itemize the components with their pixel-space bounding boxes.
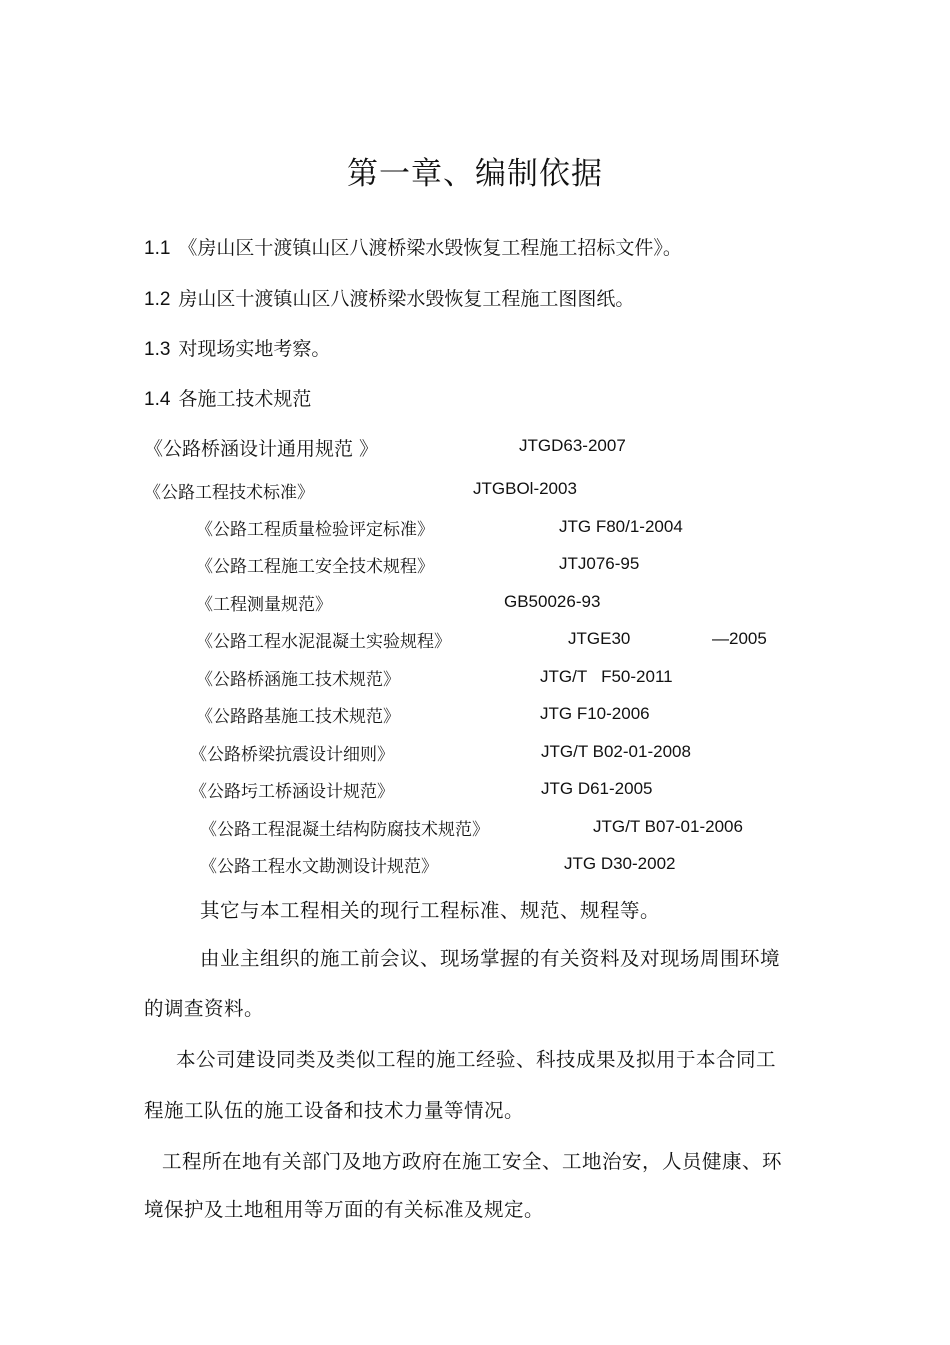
standard-code: JTJ076-95 [559, 554, 640, 573]
paragraph-line: 的调查资料。 [144, 997, 265, 1020]
standard-name: 《公路桥梁抗震设计细则》 [190, 745, 394, 765]
standard-name: 《公路工程施工安全技术规程》 [196, 557, 434, 577]
standard-code: JTGE30 [568, 629, 631, 648]
standard-name: 《公路工程混凝土结构防腐技术规范》 [200, 820, 489, 840]
standard-code: JTG/T B02-01-2008 [541, 742, 691, 761]
basis-item-1 [144, 233, 682, 260]
item-text: 对现场实地考察。 [178, 338, 331, 360]
standard-name: 《公路工程技术标准》 [144, 483, 314, 503]
standard-name: 《公路工程水泥混凝土实验规程》 [196, 632, 451, 652]
standard-name: 《公路工程水文勘测设计规范》 [200, 857, 438, 877]
item-number: 1.2 [144, 289, 171, 310]
paragraph-line: 工程所在地有关部门及地方政府在施工安全、工地治安，人员健康、环 [162, 1150, 783, 1173]
item-number: 1.4 [144, 389, 171, 410]
standard-code: JTG F80/1-2004 [559, 517, 683, 536]
paragraph-line: 境保护及土地租用等万面的有关标准及规定。 [144, 1198, 545, 1221]
paragraph-line: 程施工队伍的施工设备和技术力量等情况。 [144, 1099, 525, 1122]
paragraph-line: 其它与本工程相关的现行工程标准、规范、规程等。 [200, 899, 661, 922]
standard-code: JTGBOl-2003 [473, 479, 577, 498]
paragraph-line: 本公司建设同类及类似工程的施工经验、科技成果及拟用于本合同工 [176, 1048, 777, 1071]
standard-code: JTGD63-2007 [519, 436, 626, 455]
item-number: 1.3 [144, 339, 171, 360]
standard-code: JTG F10-2006 [540, 704, 650, 723]
standard-name: 《公路桥涵设计通用规范 》 [144, 438, 379, 460]
standard-name: 《公路桥涵施工技术规范》 [196, 670, 400, 690]
standard-name: 《工程测量规范》 [196, 595, 332, 615]
item-text: 各施工技术规范 [178, 388, 312, 410]
basis-item-4 [144, 384, 311, 411]
chapter-title: 第一章、编制依据 [347, 156, 603, 192]
standard-name: 《公路圬工桥涵设计规范》 [190, 782, 394, 802]
standard-code: JTG D61-2005 [541, 779, 653, 798]
basis-item-3 [144, 334, 330, 361]
standard-code-suffix: —2005 [712, 629, 767, 648]
standard-name: 《公路路基施工技术规范》 [196, 707, 400, 727]
basis-item-2 [144, 284, 634, 311]
standard-code: GB50026-93 [504, 592, 601, 611]
paragraph-line: 由业主组织的施工前会议、现场掌握的有关资料及对现场周围环境 [200, 947, 781, 970]
item-number: 1.1 [144, 238, 171, 259]
item-text: 《房山区十渡镇山区八渡桥梁水毁恢复工程施工招标文件》。 [178, 237, 682, 259]
standard-name: 《公路工程质量检验评定标准》 [196, 520, 434, 540]
standard-code: JTG D30-2002 [564, 854, 676, 873]
standard-code: JTG/T B07-01-2006 [593, 817, 743, 836]
item-text: 房山区十渡镇山区八渡桥梁水毁恢复工程施工图图纸。 [178, 288, 635, 310]
standard-code: JTG/T F50-2011 [540, 667, 673, 686]
